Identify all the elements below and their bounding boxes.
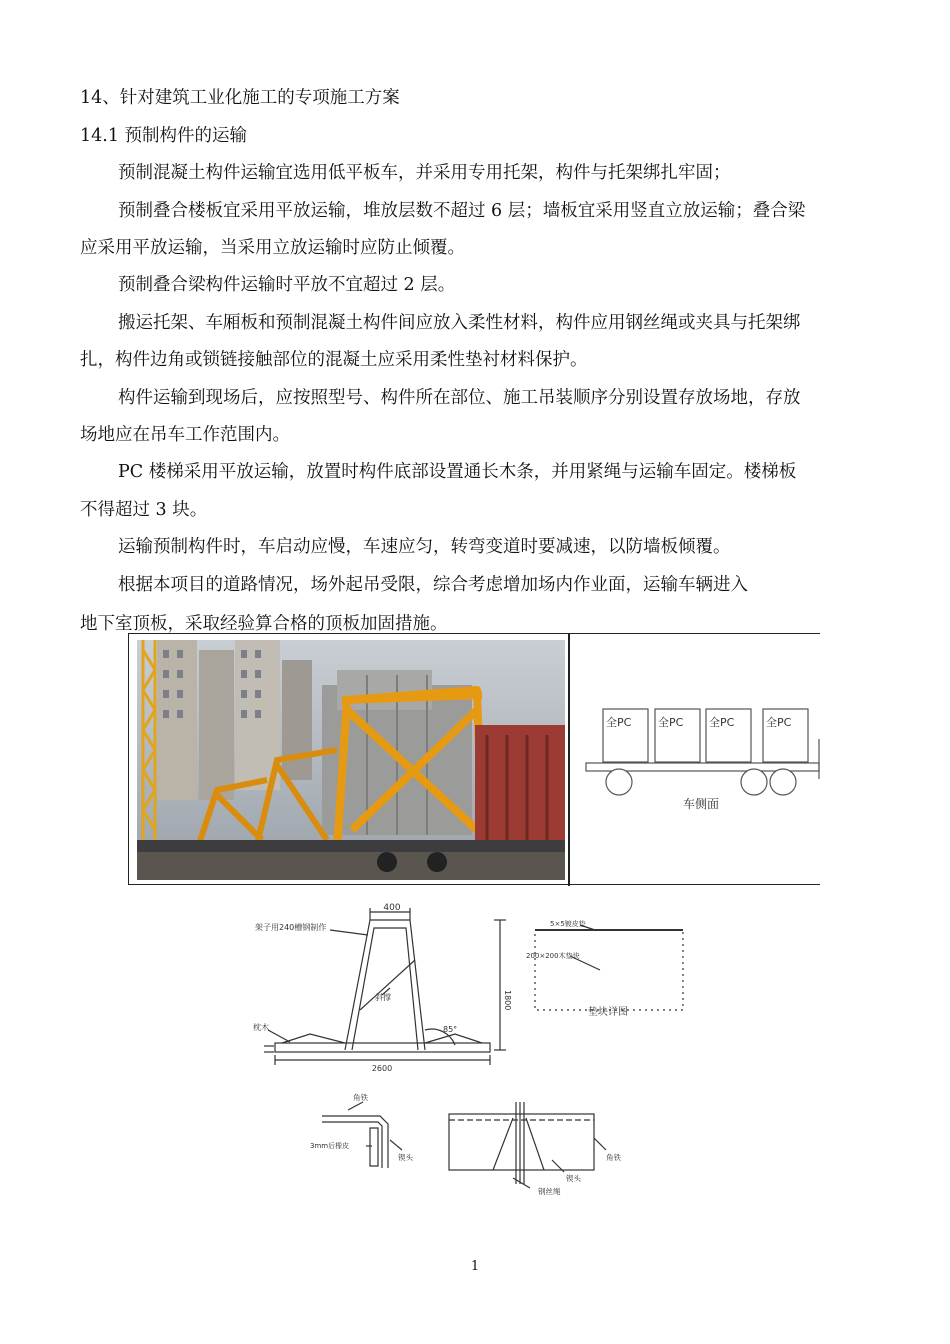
subsection-heading: 14.1 预制构件的运输: [80, 126, 248, 146]
truck-side-caption: 车侧面: [683, 797, 720, 811]
pad-caption: 垫块详图: [588, 1007, 628, 1018]
base-label: 枕木: [253, 1023, 269, 1032]
paragraph-line: 扎，构件边角或锁链接触部位的混凝土应采用柔性垫衬材料保护。: [80, 350, 588, 370]
pad-note-1: 5×5镀皮垫: [550, 920, 586, 928]
pad-note-2: 200×200木垫块: [526, 952, 580, 960]
truck-side-diagram: [570, 634, 820, 884]
pc-box-label: 全PC: [658, 716, 684, 729]
label-angle-iron-right: 角铁: [606, 1153, 621, 1162]
detail-drawing: [308, 1088, 653, 1203]
angle-label: 85°: [443, 1025, 458, 1034]
label-rubber: 3mm后橡皮: [310, 1142, 350, 1150]
paragraph-line: 根据本项目的道路情况，场外起吊受限，综合考虑增加场内作业面，运输车辆进入: [118, 575, 748, 595]
pc-box-label: 全PC: [766, 716, 792, 729]
truck-photo: [137, 640, 565, 880]
height-dimension: 1800: [503, 990, 512, 1011]
figure-row: [128, 633, 820, 885]
paragraph-line: 搬运托架、车厢板和预制混凝土构件间应放入柔性材料，构件应用钢丝绳或夹具与托架绑: [118, 313, 801, 333]
label-wire-rope: 钢丝绳: [538, 1187, 561, 1196]
label-wedge-right: 锲头: [566, 1174, 581, 1183]
paragraph-line: 地下室顶板，采取经验算合格的顶板加固措施。: [80, 614, 448, 634]
top-dimension: 400: [383, 903, 401, 913]
brace-label: 斜撑: [375, 993, 391, 1002]
label-wedge-left: 锲头: [398, 1153, 413, 1162]
paragraph-line: 预制混凝土构件运输宜选用低平板车，并采用专用托架，构件与托架绑扎牢固；: [118, 163, 731, 183]
paragraph-line: 运输预制构件时，车启动应慢，车速应匀，转弯变道时要减速，以防墙板倾覆。: [118, 537, 731, 557]
label-angle-iron: 角铁: [353, 1093, 368, 1102]
paragraph-line: 应采用平放运输，当采用立放运输时应防止倾覆。: [80, 238, 465, 258]
paragraph-line: 预制叠合梁构件运输时平放不宜超过 2 层。: [118, 275, 456, 295]
paragraph-line: 场地应在吊车工作范围内。: [80, 425, 290, 445]
pc-box-label: 全PC: [606, 716, 632, 729]
section-heading: 14、针对建筑工业化施工的专项施工方案: [80, 88, 400, 108]
material-note: 架子用240槽钢制作: [255, 923, 327, 932]
paragraph-line: 预制叠合楼板宜采用平放运输，堆放层数不超过 6 层；墙板宜采用竖直立放运输；叠合梁: [118, 201, 806, 221]
paragraph-line: PC 楼梯采用平放运输，放置时构件底部设置通长木条，并用紧绳与运输车固定。楼梯板: [118, 462, 797, 482]
page-number: 1: [470, 1259, 480, 1274]
pc-box-label: 全PC: [709, 716, 735, 729]
paragraph-line: 构件运输到现场后，应按照型号、构件所在部位、施工吊装顺序分别设置存放场地，存放: [118, 388, 801, 408]
paragraph-line: 不得超过 3 块。: [80, 500, 208, 520]
base-dimension: 2600: [371, 1064, 393, 1073]
frame-drawing: [250, 900, 710, 1075]
